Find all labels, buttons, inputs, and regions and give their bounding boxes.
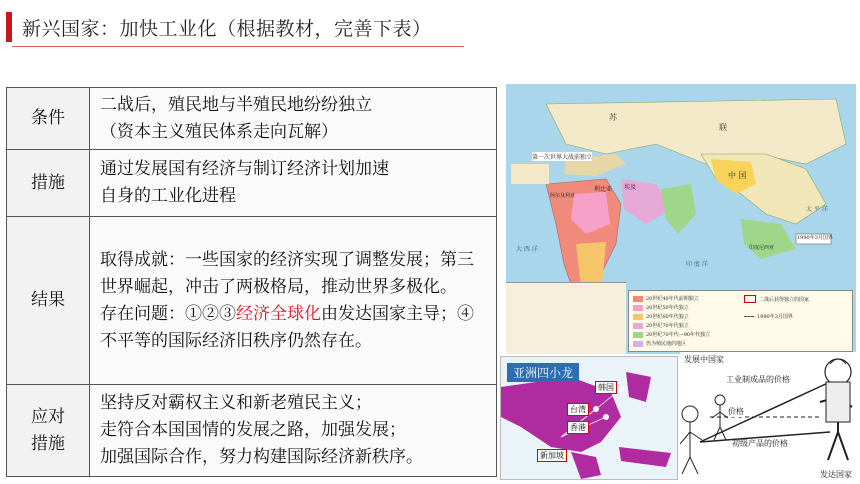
- cartoon-label-primary: 初级产品的价格: [732, 439, 788, 448]
- legend-swatch: [744, 316, 754, 317]
- title-bar: [0, 10, 470, 44]
- map-label-libya: 利比亚: [594, 186, 613, 193]
- legend-item: 20世纪50年代独立: [646, 305, 689, 311]
- row-label-conditions: 条件: [7, 88, 90, 150]
- row-label-responses: 应对 措施: [7, 385, 90, 477]
- map-label-indonesia: 印度尼西亚: [749, 245, 775, 251]
- table-row: [7, 385, 497, 477]
- legend-swatch: [633, 305, 643, 311]
- legend-item: 1990年3月国界: [757, 314, 793, 320]
- tigers-map-title: 亚洲四小龙: [507, 363, 579, 382]
- row-content-results: [90, 217, 497, 385]
- legend-item: 二战后获得独立的国家: [759, 296, 810, 303]
- map-label-border: 1990年3月国界: [797, 235, 833, 241]
- map-label-china: 中 国: [728, 171, 747, 180]
- problem-text: [100, 301, 490, 355]
- summary-table: [6, 87, 497, 477]
- cartoon-graphic: [680, 352, 858, 482]
- world-independence-map: [506, 84, 856, 354]
- achievement-text: 取得成就：一些国家的经济实现了调整发展；第三世界崛起，冲击了两极格局，推动世界多极化。: [100, 249, 474, 297]
- legend-item: 20世纪70年代独立: [646, 323, 689, 329]
- cartoon-label-developed: 发达国家: [820, 470, 852, 479]
- problem-suffix: 由发达国家主导；④不平等的国际经济旧秩序仍然存在。: [100, 303, 474, 351]
- tigers-label-korea: 韩国: [595, 381, 617, 394]
- row-label-results: 结果: [7, 217, 90, 385]
- legend-swatch: [633, 341, 643, 347]
- row-content-measures: [90, 150, 497, 217]
- map-label-indian: 印 度 洋: [686, 261, 708, 268]
- row-content-responses: [90, 385, 497, 477]
- legend-item: 仍为殖民地的地区: [646, 341, 687, 347]
- map-label-pacific: 太 平 洋: [806, 206, 828, 213]
- table-row: [7, 217, 497, 385]
- cartoon-label-price: 价格: [728, 407, 744, 416]
- legend-item: 20世纪60年代独立: [646, 314, 689, 320]
- content-line: 自身的工业化进程: [100, 186, 236, 206]
- content-line: （资本主义殖民体系走向瓦解）: [100, 121, 338, 142]
- map-label-algeria: 阿尔及利亚: [550, 193, 576, 199]
- tigers-label-hongkong: 香港: [567, 421, 589, 434]
- legend-swatch: [633, 332, 643, 338]
- table-row: [7, 150, 497, 217]
- map-label-atlantic: 大 西 洋: [516, 246, 538, 253]
- cartoon-label-developing: 发展中国家: [684, 355, 724, 364]
- legend-swatch: [633, 296, 643, 302]
- content-line: 加强国际合作，努力构建国际经济新秩序。: [100, 447, 423, 467]
- title-underline: [12, 46, 464, 47]
- legend-item: 20世纪40年代前期独立: [646, 296, 699, 302]
- map-label-prewar: 第一次世界大战前独立: [532, 154, 593, 161]
- four-tigers-map: [500, 356, 678, 480]
- map-inset: [506, 282, 626, 354]
- tigers-label-singapore: 新加坡: [537, 449, 567, 462]
- row-content-conditions: [90, 88, 497, 150]
- problem-prefix: 存在问题：①②③: [100, 303, 236, 324]
- map-label-egypt: 埃及: [624, 184, 637, 191]
- content-line: 走符合本国国情的发展之路，加强发展；: [100, 420, 406, 440]
- tigers-label-taiwan: 台湾: [567, 403, 589, 416]
- legend-swatch: [633, 323, 643, 329]
- price-cartoon: [680, 352, 858, 482]
- content-line: 二战后，殖民地与半殖民地纷纷独立: [100, 94, 372, 115]
- map-label-su: 苏: [609, 113, 617, 122]
- table-row: [7, 88, 497, 150]
- map-label-lian: 联: [719, 123, 727, 132]
- legend-swatch: [633, 314, 643, 320]
- content-line: 通过发展国有经济与制订经济计划加速: [100, 159, 389, 179]
- map-legend: [628, 290, 853, 352]
- page-title: 新兴国家：加快工业化（根据教材，完善下表）: [22, 17, 432, 40]
- legend-item: 20世纪70年代—90年代独立: [646, 332, 711, 338]
- cartoon-label-manufactured: 工业制成品的价格: [726, 375, 790, 384]
- title-accent: [6, 12, 12, 42]
- content-line: 坚持反对霸权主义和新老殖民主义；: [100, 393, 372, 413]
- legend-swatch: [744, 295, 756, 303]
- problem-highlight: 经济全球化: [236, 303, 321, 324]
- row-label-measures: 措施: [7, 150, 90, 217]
